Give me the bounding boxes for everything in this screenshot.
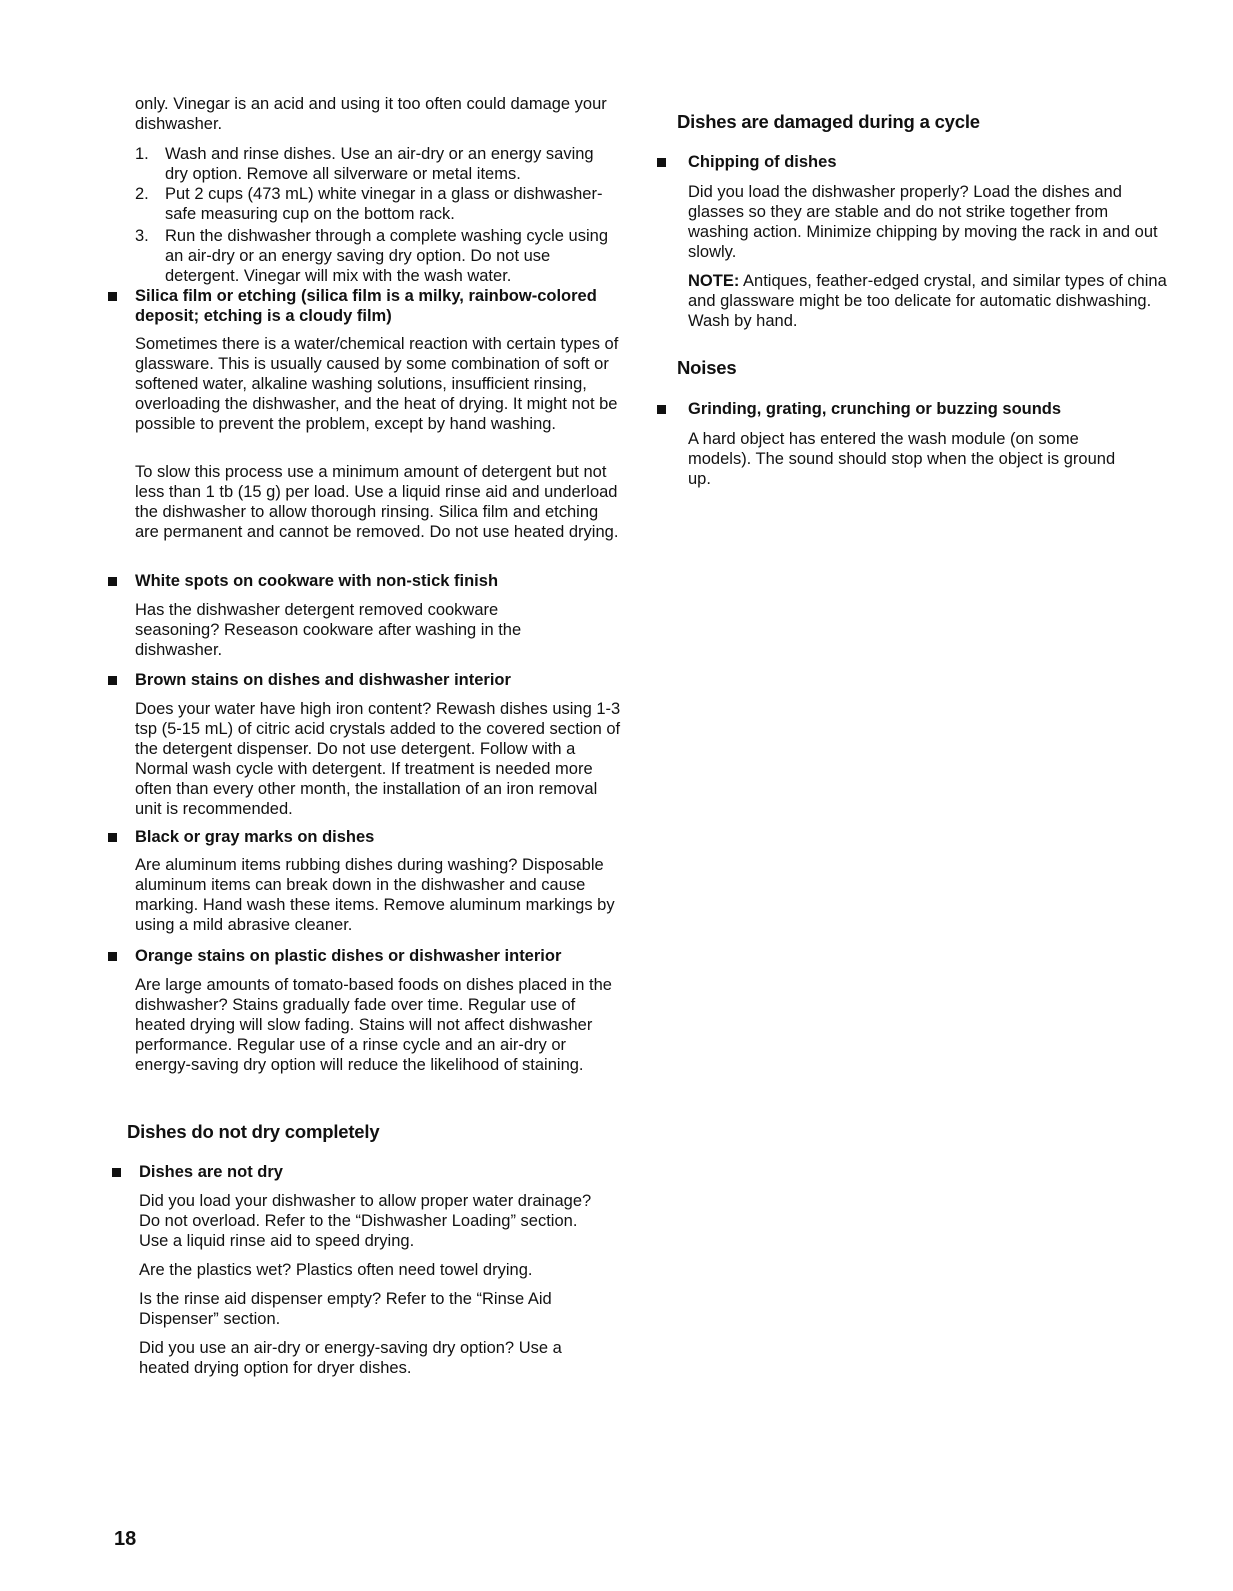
brown-stains-title: Brown stains on dishes and dishwasher interior — [135, 671, 511, 689]
note-label: NOTE: — [688, 272, 740, 290]
page-number: 18 — [114, 1528, 137, 1550]
note-text — [688, 271, 1168, 331]
note-body: Antiques, feather-edged crystal, and similar types of china and glassware might be too delicate for automatic dishwashing. Wash by hand. — [688, 272, 1167, 330]
not-dry-paragraph: Did you use an air-dry or energy-saving dry option? Use a heated drying option for dryer dishes. — [139, 1339, 562, 1377]
step-text: Put 2 cups (473 mL) white vinegar in a glass or dishwasher-safe measuring cup on the bottom rack. — [165, 185, 603, 223]
bullet-icon — [108, 292, 117, 301]
brown-stains-text: Does your water have high iron content? Rewash dishes using 1-3 tsp (5-15 mL) of citric acid crystals added to the covered section of the detergent dispenser. Do not use detergent. Follow with a Normal wash cycle with detergent. If treatment is needed more often than every other month, the installation of an iron removal unit is recommended. — [135, 700, 621, 818]
white-spots-title: White spots on cookware with non-stick finish — [135, 572, 499, 590]
bullet-icon — [657, 405, 666, 414]
not-dry-paragraph: Is the rinse aid dispenser empty? Refer to the “Rinse Aid Dispenser” section. — [139, 1290, 552, 1328]
damaged-heading: Dishes are damaged during a cycle — [677, 111, 980, 132]
bullet-icon — [112, 1168, 121, 1177]
step-text: Run the dishwasher through a complete washing cycle using an air-dry or an energy saving dry option. Do not use detergent. Vinegar will mix with the wash water. — [165, 227, 609, 285]
noises-heading: Noises — [677, 357, 737, 378]
not-dry-paragraph: Are the plastics wet? Plastics often need towel drying. — [139, 1261, 533, 1279]
bullet-icon — [108, 577, 117, 586]
chipping-title: Chipping of dishes — [688, 153, 837, 171]
grinding-title: Grinding, grating, crunching or buzzing sounds — [688, 400, 1062, 418]
dry-heading: Dishes do not dry completely — [127, 1121, 380, 1142]
orange-stains-text: Are large amounts of tomato-based foods on dishes placed in the dishwasher? Stains gradually fade over time. Regular use of heated drying will slow fading. Stains will not affect dishwasher performance. Regular use of a rinse cycle and an air-dry or energy-saving dry option will reduce the likelihood of staining. — [135, 976, 612, 1074]
not-dry-paragraph: Did you load your dishwasher to allow proper water drainage? Do not overload. Refer to the “Dishwasher Loading” section. Use a liquid rinse aid to speed drying. — [139, 1192, 592, 1250]
black-marks-text: Are aluminum items rubbing dishes during washing? Disposable aluminum items can break down in the dishwasher and cause marking. Hand wash these items. Remove aluminum markings by using a mild abrasive cleaner. — [135, 856, 615, 934]
step-number: 3. — [135, 227, 149, 245]
black-marks-title: Black or gray marks on dishes — [135, 828, 375, 846]
orange-stains-title: Orange stains on plastic dishes or dishwasher interior — [135, 947, 562, 965]
step-number: 1. — [135, 145, 149, 163]
bullet-icon — [108, 952, 117, 961]
intro-text: only. Vinegar is an acid and using it too often could damage your dishwasher. — [135, 95, 607, 133]
bullet-icon — [108, 676, 117, 685]
step-number: 2. — [135, 185, 149, 203]
grinding-text: A hard object has entered the wash module (on some models). The sound should stop when the object is ground up. — [688, 430, 1116, 488]
white-spots-text: Has the dishwasher detergent removed cookware seasoning? Reseason cookware after washing in the dishwasher. — [135, 601, 522, 659]
silica-paragraph: To slow this process use a minimum amount of detergent but not less than 1 tb (15 g) per load. Use a liquid rinse aid and underload the dishwasher to allow thorough rinsing. Silica film and etching are permanent and cannot be removed. Do not use heated drying. — [135, 463, 619, 541]
bullet-icon — [108, 833, 117, 842]
not-dry-title: Dishes are not dry — [139, 1163, 283, 1181]
silica-title: Silica film or etching (silica film is a milky, rainbow-colored deposit; etching is a cloudy film) — [135, 287, 597, 325]
silica-paragraph: Sometimes there is a water/chemical reaction with certain types of glassware. This is usually caused by some combination of soft or softened water, alkaline washing solutions, insufficient rinsing, overloading the dishwasher, and the heat of drying. It might not be possible to prevent the problem, except by hand washing. — [135, 335, 619, 433]
bullet-icon — [657, 158, 666, 167]
step-text: Wash and rinse dishes. Use an air-dry or an energy saving dry option. Remove all silverware or metal items. — [165, 145, 594, 183]
chipping-text: Did you load the dishwasher properly? Load the dishes and glasses so they are stable and do not strike together from washing action. Minimize chipping by moving the rack in and out slowly. — [688, 183, 1158, 261]
